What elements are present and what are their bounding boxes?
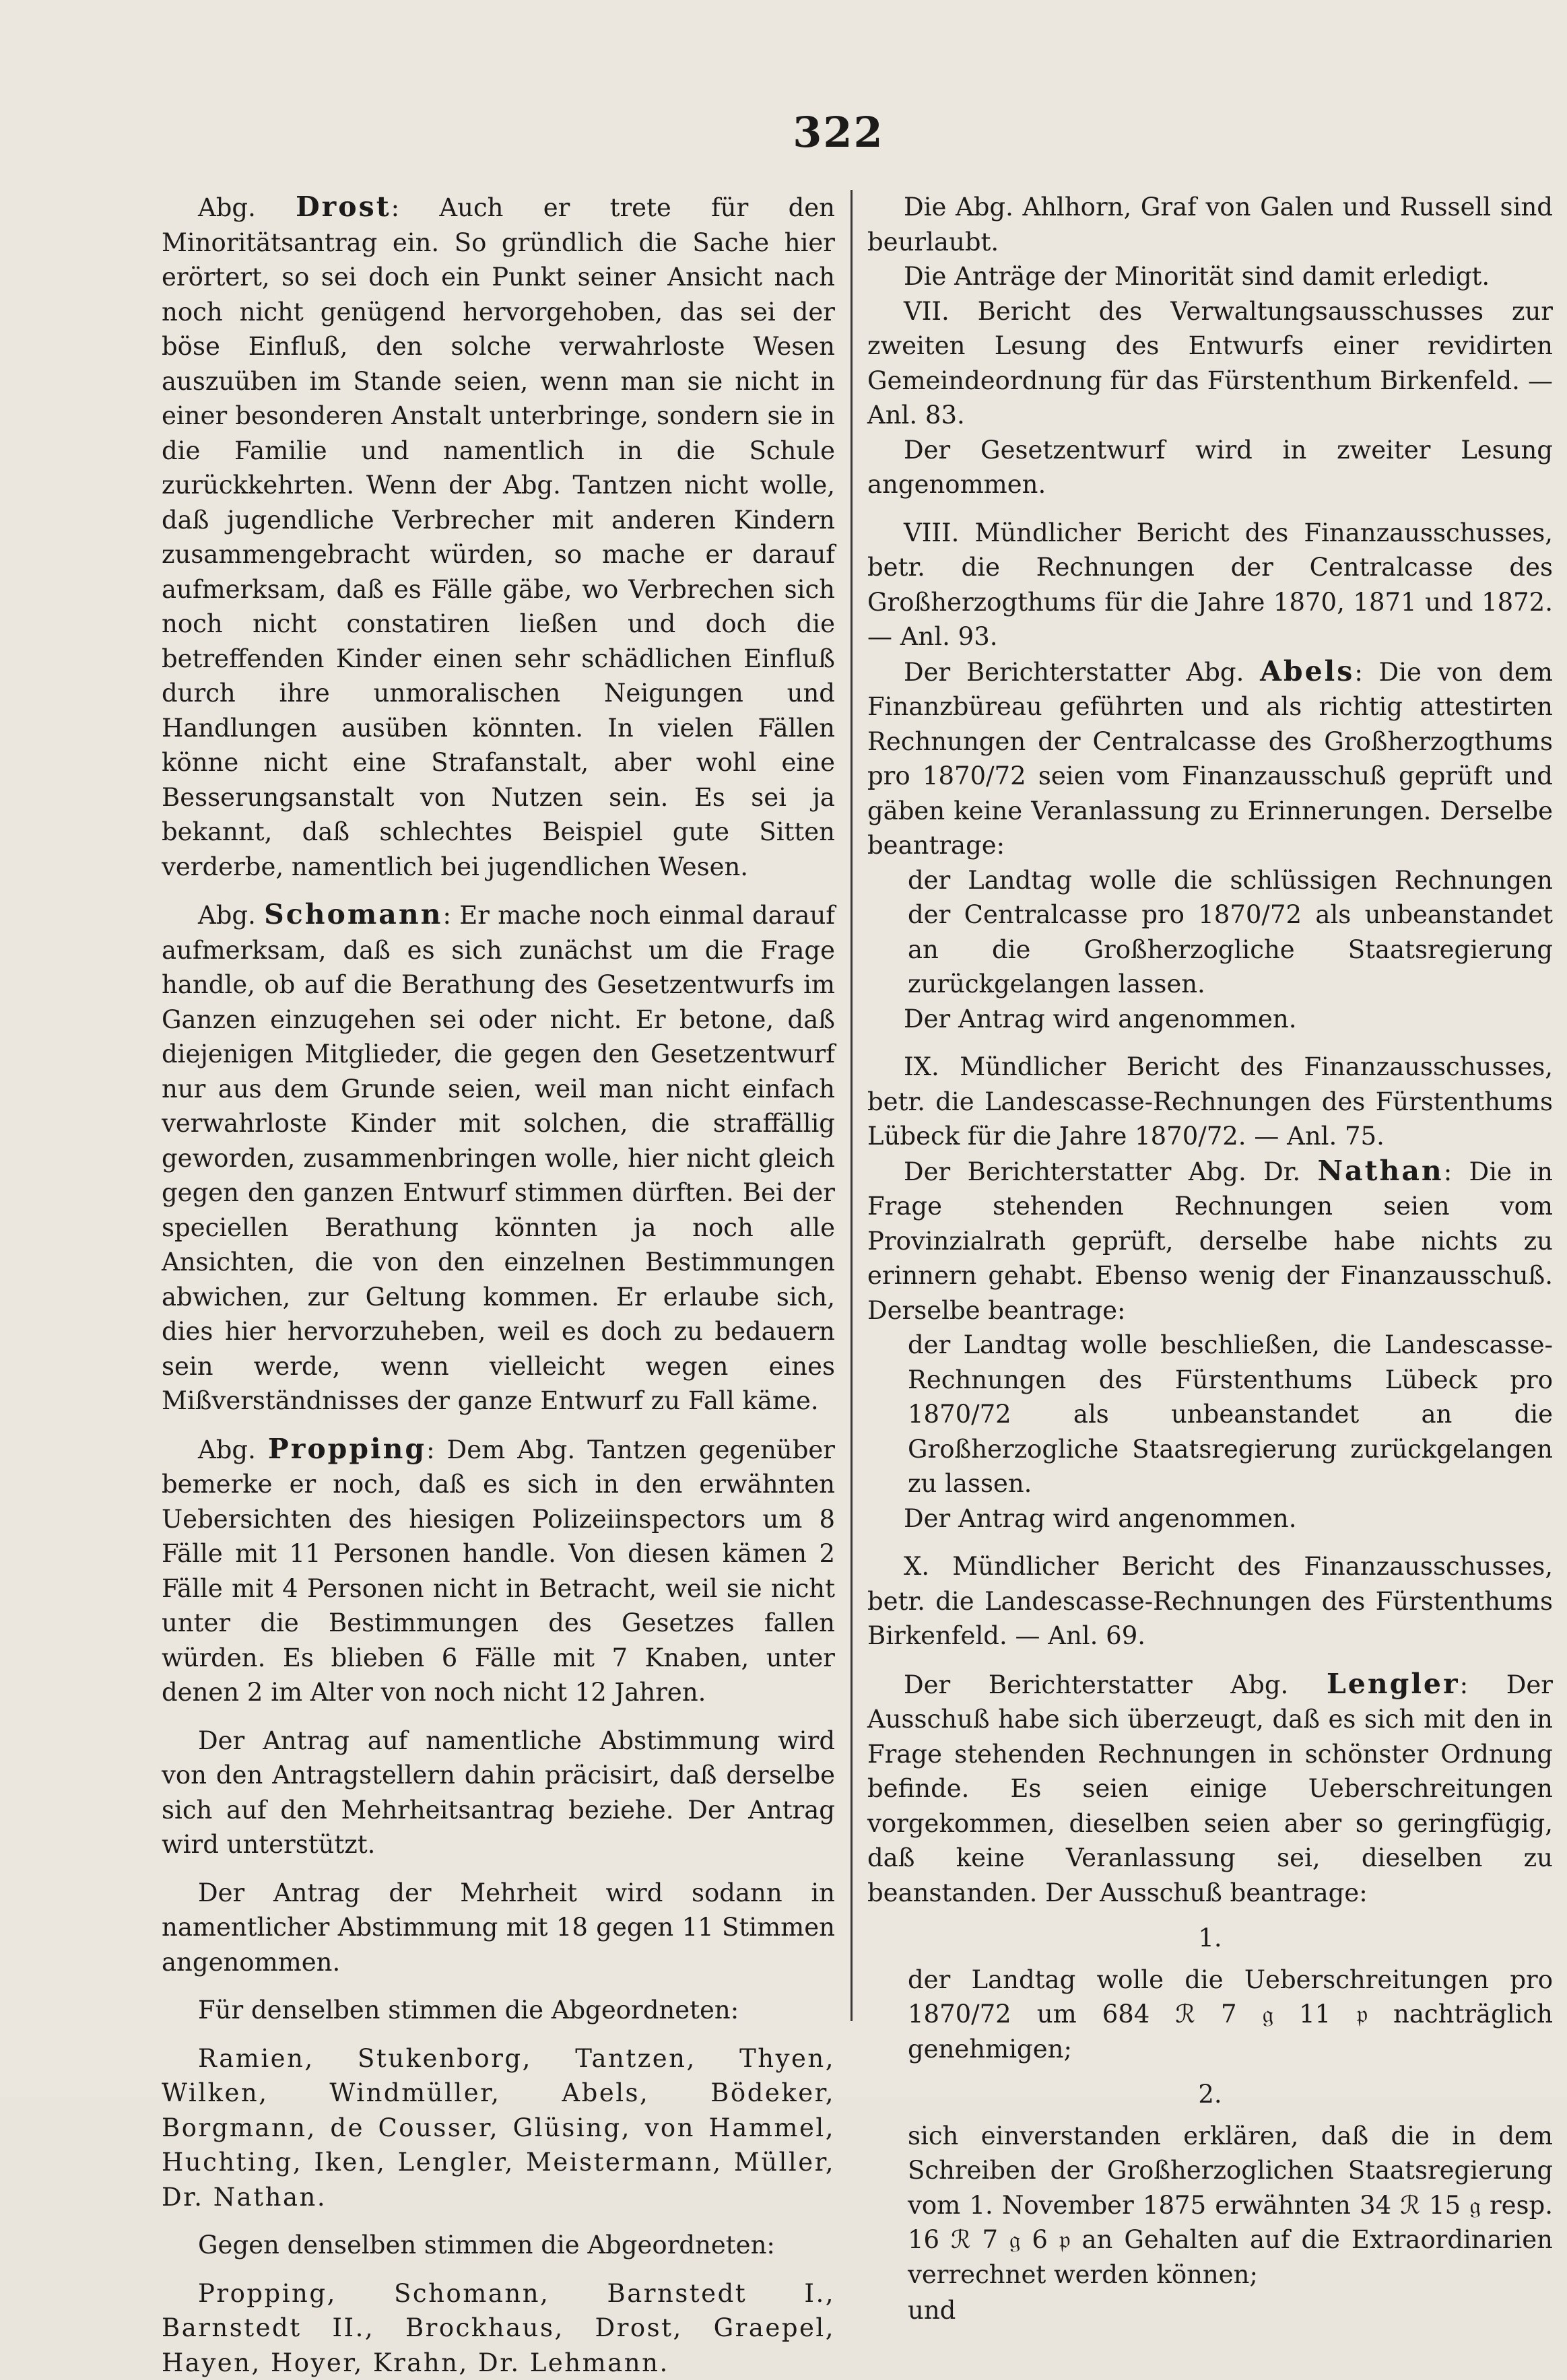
paragraph-fuer-denselben: Für denselben stimmen die Abgeordneten: [162, 1993, 835, 2028]
section-vii: VII. Bericht des Verwaltungsausschusses zur zweiten Lesung des Entwurfs einer revidirten Gemeindeordnung für das Fürstenthum Birkenfeld. — Anl. 83. [867, 294, 1553, 433]
continuation-word: und [908, 2293, 1553, 2328]
paragraph-lengler: Der Berichterstatter Abg. Lengler: Der Ausschuß habe sich überzeugt, daß es sich mit den in Frage stehenden Rechnungen in schönster Ordnung befinde. Es seien einige Ueberschreitungen vorgekommen, dieselben seien aber so geringfügig, daß keine Veranlassung sei, dieselben zu beanstanden. Der Ausschuß beantrage: [867, 1667, 1553, 1911]
paragraph-nathan: Der Berichterstatter Abg. Dr. Nathan: Die in Frage stehenden Rechnungen seien vom Provinzialrath geprüft, derselbe habe nichts zu erinnern gehabt. Ebenso wenig der Finanzausschuß. Derselbe beantrage: [867, 1154, 1553, 1328]
section-x: X. Mündlicher Bericht des Finanzausschusses, betr. die Landescasse-Rechnungen des Fürstenthums Birkenfeld. — Anl. 69. [867, 1549, 1553, 1654]
paragraph-beurlaubt: Die Abg. Ahlhorn, Graf von Galen und Russell sind beurlaubt. [867, 190, 1553, 259]
paragraph-angenommen: Der Antrag wird angenommen. [867, 1501, 1553, 1536]
section-ix: IX. Mündlicher Bericht des Finanzausschusses, betr. die Landescasse-Rechnungen des Fürstenthums Lübeck für die Jahre 1870/72. — Anl. 75. [867, 1050, 1553, 1154]
speaker-name: Nathan [1318, 1155, 1444, 1187]
paragraph-propping: Abg. Propping: Dem Abg. Tantzen gegenüber bemerke er noch, daß es sich in den erwähnten Uebersichten des hiesigen Polizeiinspectors um 8 Fälle mit 11 Personen handle. Von diesen kämen 2 Fälle mit 4 Personen nicht in Betracht, weil sie nicht unter die Bestimmungen des Gesetzes fallen würden. Es blieben 6 Fälle mit 7 Knaben, unter denen 2 im Alter von noch nicht 12 Jahren. [162, 1432, 835, 1710]
names-list-for: Ramien, Stukenborg, Tantzen, Thyen, Wilken, Windmüller, Abels, Bödeker, Borgmann, de Cousser, Glüsing, von Hammel, Huchting, Iken, Lengler, Meistermann, Müller, Dr. Nathan. [162, 2041, 835, 2215]
left-column [162, 190, 835, 2380]
motion-number: 2. [867, 2077, 1553, 2112]
paragraph-gegen-denselben: Gegen denselben stimmen die Abgeordneten: [162, 2228, 835, 2263]
paragraph-mehrheit: Der Antrag der Mehrheit wird sodann in namentlicher Abstimmung mit 18 gegen 11 Stimmen angenommen. [162, 1876, 835, 1980]
paragraph-schomann: Abg. Schomann: Er mache noch einmal darauf aufmerksam, daß es sich zunächst um die Frage handle, ob auf die Berathung des Gesetzentwurfs im Ganzen einzugehen sei oder nicht. Er betone, daß diejenigen Mitglieder, die gegen den Gesetzentwurf nur aus dem Grunde seien, weil man nicht einfach verwahrloste Kinder mit solchen, die straffällig geworden, zusammenbringen wolle, hier nicht gleich gegen den ganzen Entwurf stimmen dürften. Bei der speciellen Berathung könnten ja noch alle Ansichten, die von den einzelnen Bestimmungen abwichen, zur Geltung kommen. Er erlaube sich, dies hier hervorzuheben, weil es doch zu bedauern sein werde, wenn vielleicht wegen eines Mißverständnisses der ganze Entwurf zu Fall käme. [162, 897, 835, 1419]
speaker-name: Abels [1260, 655, 1354, 687]
motion-text: der Landtag wolle die schlüssigen Rechnungen der Centralcasse pro 1870/72 als unbeanstandet an die Großherzogliche Staatsregierung zurückgelangen lassen. [908, 863, 1553, 1002]
speaker-name: Drost [296, 191, 391, 223]
motion-text: der Landtag wolle beschließen, die Landescasse-Rechnungen des Fürstenthums Lübeck pro 1870/72 als unbeanstandet an die Großherzogliche Staatsregierung zurückgelangen zu lassen. [908, 1328, 1553, 1501]
paragraph-drost: Abg. Drost: Auch er trete für den Minoritätsantrag ein. So gründlich die Sache hier erörtert, so sei doch ein Punkt seiner Ansicht nach noch nicht genügend hervorgehoben, das sei der böse Einfluß, den solche verwahrloste Wesen auszuüben im Stande seien, wenn man sie nicht in einer besonderen Anstalt unterbringe, sondern sie in die Familie und namentlich in die Schule zurückkehrten. Wenn der Abg. Tantzen nicht wolle, daß jugendliche Verbrecher mit anderen Kindern zusammengebracht würden, so mache er darauf aufmerksam, daß es Fälle gäbe, wo Verbrechen sich noch nicht constatiren ließen und doch die betreffenden Kinder einen sehr schädlichen Einfluß durch ihre unmoralischen Neigungen und Handlungen ausüben könnten. In vielen Fällen könne nicht eine Strafanstalt, aber wohl eine Besserungsanstalt von Nutzen sein. Es sei ja bekannt, daß schlechtes Beispiel gute Sitten verderbe, namentlich bei jugendlichen Wesen. [162, 190, 835, 884]
paragraph-abels: Der Berichterstatter Abg. Abels: Die von dem Finanzbüreau geführten und als richtig attestirten Rechnungen der Centralcasse des Großherzogthums pro 1870/72 seien vom Finanzausschuß geprüft und gäben keine Veranlassung zu Erinnerungen. Derselbe beantrage: [867, 654, 1553, 863]
paragraph-angenommen: Der Antrag wird angenommen. [867, 1002, 1553, 1037]
section-viii: VIII. Mündlicher Bericht des Finanzausschusses, betr. die Rechnungen der Centralcasse des Großherzogthums für die Jahre 1870, 1871 und 1872. — Anl. 93. [867, 516, 1553, 654]
motion-text: der Landtag wolle die Ueberschreitungen pro 1870/72 um 684 ℛ 7 𝔤 11 𝔭 nachträglich genehmigen; [908, 1963, 1553, 2067]
speaker-name: Lengler [1327, 1668, 1460, 1700]
speaker-name: Propping [268, 1433, 426, 1465]
motion-text: sich einverstanden erklären, daß die in dem Schreiben der Großherzoglichen Staatsregierung vom 1. November 1875 erwähnten 34 ℛ 15 𝔤 resp. 16 ℛ 7 𝔤 6 𝔭 an Gehalten auf die Extraordinarien verrechnet werden können; [908, 2119, 1553, 2292]
column-divider [851, 190, 853, 2021]
speaker-name: Schomann [264, 898, 442, 930]
paragraph-angenommen-lesung: Der Gesetzentwurf wird in zweiter Lesung angenommen. [867, 433, 1553, 502]
motion-number: 1. [867, 1921, 1553, 1956]
paragraph-erledigt: Die Anträge der Minorität sind damit erledigt. [867, 259, 1553, 294]
right-column [867, 190, 1553, 2353]
page-number: 322 [781, 108, 896, 157]
paragraph-antrag-abstimmung: Der Antrag auf namentliche Abstimmung wird von den Antragstellern dahin präcisirt, daß derselbe sich auf den Mehrheitsantrag beziehe. Der Antrag wird unterstützt. [162, 1724, 835, 1862]
names-list-against: Propping, Schomann, Barnstedt I., Barnstedt II., Brockhaus, Drost, Graepel, Hayen, Hoyer, Krahn, Dr. Lehmann. [162, 2276, 835, 2380]
